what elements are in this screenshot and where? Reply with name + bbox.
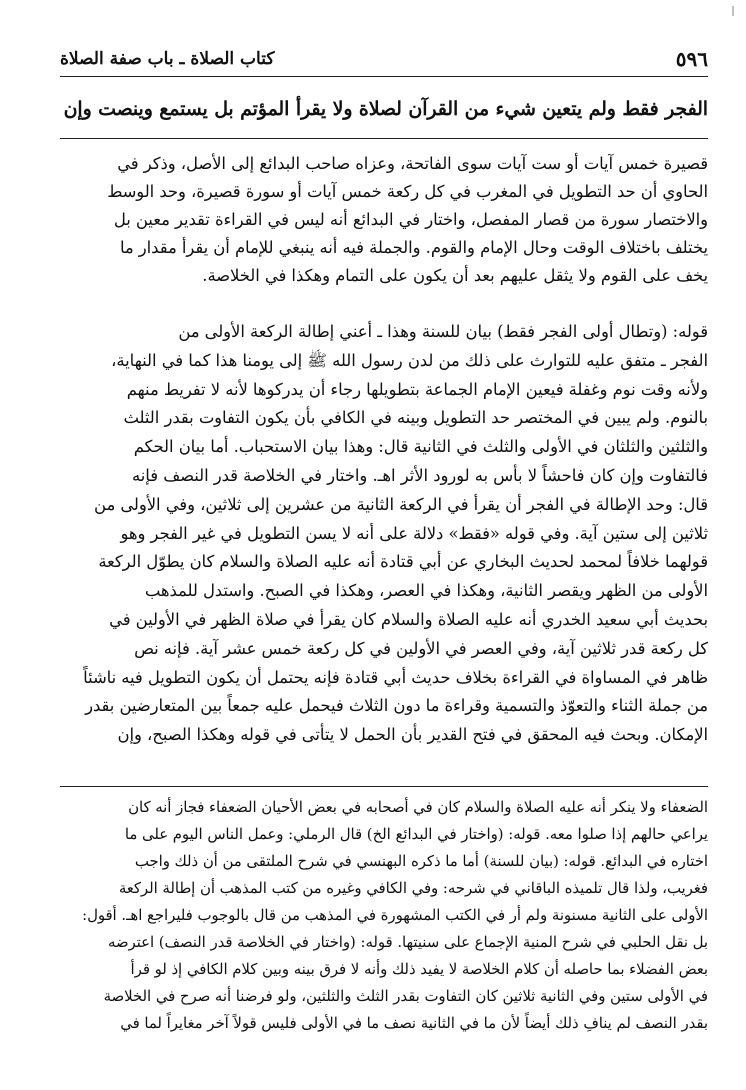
text-line: الأولى على الثانية مسنونة ولم أر في الكتب المشهورة في المذهب من قال بالوجوب فليراجع اهـ. أقول:: [82, 907, 708, 924]
page-number: ٥٩٦: [675, 47, 708, 71]
margin-mark: [732, 6, 734, 16]
page-header: [60, 44, 708, 74]
text-line: في الأولى ستين وفي الثانية ثلاثين كان التفاوت بقدر الثلث والثلثين، ولو فرضنا أنه صرح في الخلاصة: [103, 988, 708, 1005]
text-line: الضعفاء ولا ينكر أنه عليه الصلاة والسلام كان في أصحابه في بعض الأحيان الضعفاء فجاز أنه كان: [128, 799, 708, 816]
text-line: من جملة الثناء والتعوّذ والتسمية وقراءة ما دون الثلاث فيحمل عليه جمعاً بين المتعارضين بقدر: [85, 696, 708, 716]
footnote-rule: [60, 786, 708, 787]
matn-rule: [60, 138, 708, 139]
text-line: يختلف باختلاف الوقت وحال الإمام والقوم. والجملة فيه أنه ينبغي للإمام أن يقرأ مقدار ما: [119, 238, 708, 257]
text-line: الحاوي أن حد التطويل في المغرب في كل ركعة خمس آيات أو سورة قصيرة، وحد الوسط: [107, 182, 708, 201]
text-line: قصيرة خمس آيات أو ست آيات سوى الفاتحة، وعزاه صاحب البدائع إلى الأصل، وذكر في: [117, 154, 708, 173]
text-line: بالنوم. ولم يبين في المختصر حد التطويل وبينه في الكافي بأن يكون التفاوت بقدر الثلث: [123, 408, 708, 428]
text-line: الإمكان. وبحث فيه المحقق في فتح القدير بأن الحمل لا يتأتى في قوله وهكذا الصبح، وإن: [117, 725, 708, 745]
text-line: قولهما خلافاً لمحمد لحديث البخاري عن أبي قتادة أنه عليه الصلاة والسلام كان يطوّل الركعة: [98, 552, 708, 572]
running-title: كتاب الصلاة ـ باب صفة الصلاة: [60, 49, 275, 69]
text-line: يخف على القوم ولا يثقل عليهم بعد أن يكون على التمام وهكذا في الخلاصة.: [202, 266, 708, 285]
commentary-paragraph-1: [60, 150, 708, 290]
text-line: والاختصار سورة من قصار المفصل، واختار في البدائع أنه ليس في القراءة تقدير معين بل: [113, 210, 708, 229]
text-line: والثلثين والثلثان في الأولى والثلث في الثانية قال: وهذا بيان الاستحباب. أما بيان الحكم: [133, 437, 708, 457]
header-rule: [60, 76, 708, 77]
text-line: الأولى من الظهر ويقصر الثانية، وهكذا في العصر، وهكذا في الصبح. واستدل للمذهب: [144, 581, 708, 601]
text-line: بقدر النصف لم ينافِ ذلك أيضاً لأن ما في الثانية نصف ما في الأولى فليس قولاً آخر مغايراً لما في: [120, 1015, 708, 1032]
text-line: قال: وحد الإطالة في الفجر أن يقرأ في الركعة الثانية من عشرين إلى ثلاثين، وفي الأولى من: [94, 494, 708, 514]
text-line: كل ركعة قدر ثلاثين آية، وفي العصر في الأولين في كل ركعة خمس عشر آية. فإنه نص: [134, 638, 708, 658]
text-line: ظاهر في المساواة في القراءة بخلاف حديث أبي قتادة فإنه يحتمل أن يكون التطويل فيه ناشئاً: [83, 667, 708, 687]
text-line: ولأنه وقت نوم وغفلة فيعين الإمام الجماعة بتطويلها رجاء أن يدركوها لأنه لا تفريط منهم: [126, 379, 708, 399]
matn-line: الفجر فقط ولم يتعين شيء من القرآن لصلاة ولا يقرأ المؤتم بل يستمع وينصت وإن: [63, 98, 708, 120]
text-line: يراعي حالهم إذا صلوا معه. قوله: (واختار في البدائع الخ) قال الرملي: وعمل الناس اليوم على ما: [124, 826, 708, 843]
text-line: فغريب، ولذا قال تلميذه الباقاني في شرحه: وفي الكافي وغيره من كتب المذهب أن إطالة الركعة: [118, 880, 708, 897]
text-line: فالتفاوت وإن كان فاحشاً لا بأس به لورود الأثر اهـ. واختار في الخلاصة قدر النصف فإنه: [132, 465, 708, 485]
text-line: بحديث أبي سعيد الخدري أنه عليه الصلاة والسلام كان يقرأ في صلاة الظهر في الأولين في: [109, 609, 708, 629]
text-line: بعض الفضلاء بما حاصله أن كلام الخلاصة لا يفيد ذلك وأنه لا فرق بينه وبين كلام الكافي إذ لو قرأ: [130, 961, 708, 978]
text-line: قوله: (وتطال أولى الفجر فقط) بيان للسنة وهذا ـ أعني إطالة الركعة الأولى من: [178, 322, 708, 341]
matn-text: [60, 92, 708, 126]
text-line: ثلاثين إلى ستين آية. وفي قوله «فقط» دلالة على أنه لا يسن التطويل في غير الفجر وهو: [120, 523, 708, 543]
text-line: اختاره في البدائع. قوله: (بيان للسنة) أما ما ذكره البهنسي في شرح الملتقى من أن ذلك واجب: [134, 853, 708, 870]
footnote-text: [60, 794, 708, 1037]
text-line: الفجر ـ متفق عليه للتوارث على ذلك من لدن رسول الله ﷺ إلى يومنا هذا كما في النهاية،: [111, 350, 708, 370]
text-line: بل نقل الحلبي في شرح المنية الإجماع على سنيتها. قوله: (واختار في الخلاصة قدر النصف) اعترضه: [108, 934, 708, 951]
commentary-paragraph-2: [60, 318, 708, 750]
